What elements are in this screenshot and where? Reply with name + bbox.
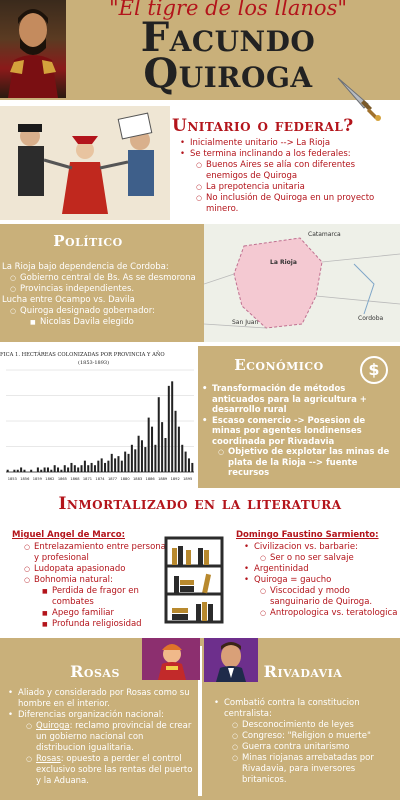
rivadavia-list [214, 698, 396, 786]
list-item: ○ Provincias independientes. [10, 284, 202, 295]
chart-bar [107, 461, 109, 472]
list-item: ■ Profunda religiosidad [42, 619, 170, 630]
chart-bar [60, 470, 62, 472]
chart-bar [104, 463, 106, 472]
economico-title: Económico [234, 356, 324, 374]
chart-bar [77, 467, 79, 472]
chart-bar [54, 465, 56, 472]
left-list [24, 542, 170, 630]
cartoon-image [0, 106, 170, 220]
list-item: ■ Apego familiar [42, 608, 170, 619]
list-item: • Combatió contra la constitucion centralista: ○ Desconocimiento de leyes ○ Congreso: "Religion o muerte" ○ Guerra contra unitarismo ○ Minas riojanas arrebatadas por Rivadavia, para inversores britanicos. [214, 698, 396, 786]
map-label-catamarca: Catamarca [308, 231, 341, 238]
unitario-title: Unitario o federal? [172, 116, 354, 136]
chart-bar [44, 467, 46, 472]
chart-bar [57, 467, 59, 472]
chart-tick-label: 1877 [107, 477, 118, 481]
chart-bar [70, 463, 72, 472]
chart-tick-label: 1883 [133, 477, 143, 481]
chart-tick-label: 1862 [45, 477, 55, 481]
list-item: ○ Minas riojanas arrebatadas por Rivadavia, para inversores britanicos. [232, 753, 396, 786]
list-item: ○ Antropologica vs. teratologica [260, 608, 398, 619]
chart-tick-label: 1859 [32, 477, 42, 481]
list-item: ○ Quiroga: reclamo provincial de crear un gobierno nacional con distribucion igualitaria. [26, 721, 194, 754]
bookshelf-icon [164, 536, 224, 624]
list-item: ○ Ser o no ser salvaje [260, 553, 398, 564]
chart-bar [117, 456, 119, 472]
chart-bar [64, 465, 66, 472]
chart-bar [175, 411, 177, 472]
chart-bar [168, 386, 170, 472]
chart-bar [81, 465, 83, 472]
sword-icon [334, 74, 382, 122]
chart-bar [94, 465, 96, 472]
money-icon: $ [360, 356, 388, 384]
chart-bar [101, 458, 103, 472]
chart-bar [185, 452, 187, 472]
chart-tick-label: 1871 [82, 477, 93, 481]
list-item: ○ Entrelazamiento entre personal y profesional [24, 542, 170, 564]
chart-tick-label: 1880 [120, 477, 130, 481]
chart-bar [13, 470, 15, 472]
chart-tick-label: 1889 [158, 477, 168, 481]
chart-bar [171, 381, 173, 472]
list-item: • Diferencias organización nacional: ○ Quiroga: reclamo provincial de crear un gobierno nacional con distribucion igualitaria. ○ Rosas: opuesto a perder el control exclusivo sobre las rentas del puerto y la Aduana. [8, 710, 194, 787]
list-item: • Argentinidad [244, 564, 398, 575]
list-item: ■ Perdida de fragor en combates [42, 586, 170, 608]
chart-bar [158, 397, 160, 472]
chart-svg [0, 346, 198, 488]
list-item: ○ Rosas: opuesto a perder el control exclusivo sobre las rentas del puerto y la Aduana. [26, 754, 194, 787]
chart-bar [124, 452, 126, 472]
chart-bar [111, 454, 113, 472]
chart-bar [114, 458, 116, 472]
la-rioja-map [204, 224, 400, 342]
unitario-list [180, 138, 396, 215]
right-list [244, 542, 398, 619]
chart-bar [178, 427, 180, 472]
politico-title: Político [53, 232, 123, 250]
chart-bar [23, 470, 25, 472]
chart-bar [148, 418, 150, 472]
chart-bar [97, 461, 99, 472]
economico-list [202, 384, 396, 479]
chart-bar [164, 438, 166, 472]
chart-bar [134, 449, 136, 472]
chart-bar [50, 470, 52, 472]
chart-bar [7, 470, 9, 472]
map-label-cordoba: Cordoba [358, 315, 384, 322]
politico-text: La Rioja bajo dependencia de Cordoba: ○ Gobierno central de Bs. As se desmorona ○ Provincias independientes. Lucha entre Ocampo vs. Davila ○ Quiroga designado gobernador: ■ Nicolas Davila elegido [2, 262, 202, 328]
title-line2: Quiroga [143, 50, 313, 97]
map-label-la-rioja: La Rioja [270, 259, 297, 266]
list-item: ○ Quiroga designado gobernador: ■ Nicolas Davila elegido [10, 306, 202, 328]
chart-bar [67, 467, 69, 472]
list-item: ○ Congreso: "Religion o muerte" [232, 731, 396, 742]
chart-tick-label: 1853 [7, 477, 17, 481]
chart-bar [84, 461, 86, 472]
quiroga-portrait [0, 0, 66, 98]
chart-bar [151, 427, 153, 472]
chart-tick-label: 1886 [145, 477, 155, 481]
map-label-san-juan: San Juan [232, 319, 259, 326]
chart-bar [161, 422, 163, 472]
list-item: • Transformación de métodos anticuados para la agricultura + desarrollo rural [202, 384, 396, 416]
chart-tick-label: 1865 [57, 477, 67, 481]
list-item: • Inicialmente unitario --> La Rioja [180, 138, 396, 149]
chart-subtitle: (1853-1893) [78, 360, 110, 366]
list-item: • Escaso comercio -> Posesion de minas por agentes londinenses coordinada por Rivadavia ○ Objetivo de explotar las minas de plata de la Rioja --> fuente recursos [202, 416, 396, 479]
chart-bar [121, 461, 123, 472]
chart-bar [141, 440, 143, 472]
chart-tick-label: 1895 [183, 477, 193, 481]
list-item: ○ La prepotencia unitaria [196, 182, 396, 193]
chart-bar [144, 447, 146, 472]
title-line1: Facundo [140, 14, 316, 61]
chart-bar [37, 467, 39, 472]
chart-tick-label: 1874 [95, 477, 105, 481]
chart-bar [74, 465, 76, 472]
chart-bar [188, 458, 190, 472]
list-item: ○ Bohnomia natural: ■ Perdida de fragor en combates ■ Apego familiar ■ Profunda religiosidad [24, 575, 170, 630]
list-item: ○ No inclusión de Quiroga en un proyecto minero. [196, 193, 396, 215]
rosas-title: Rosas [70, 662, 120, 681]
list-item: • Quiroga = gaucho ○ Viscocidad y modo sanguinario de Quiroga. ○ Antropologica vs. teratologica [244, 575, 398, 619]
chart-bar [181, 445, 183, 472]
list-item: ○ Desconocimiento de leyes [232, 720, 396, 731]
chart-bar [138, 436, 140, 472]
hectares-chart [0, 346, 198, 488]
list-item: ○ Buenos Aires se alía con diferentes enemigos de Quiroga [196, 160, 396, 182]
chart-bar [131, 445, 133, 472]
chart-tick-label: 1856 [20, 477, 30, 481]
nickname: "El tigre de los llanos" [108, 0, 348, 20]
list-item: • Civilizacion vs. barbarie: ○ Ser o no ser salvaje [244, 542, 398, 564]
chart-bar [128, 454, 130, 472]
chart-title: FICA 1. HECTÁREAS COLONIZADAS POR PROVINCIA Y AÑO [0, 352, 165, 358]
chart-bar [47, 467, 49, 472]
chart-tick-label: 1892 [170, 477, 180, 481]
chart-bar [154, 445, 156, 472]
literatura-title: Inmortalizado en la literatura [58, 494, 342, 514]
list-item: ○ Guerra contra unitarismo [232, 742, 396, 753]
list-item: ○ Viscocidad y modo sanguinario de Quiroga. [260, 586, 398, 608]
chart-bar [40, 470, 42, 472]
list-item: • Se termina inclinando a los federales: ○ Buenos Aires se alía con diferentes enemigos de Quiroga ○ La prepotencia unitaria ○ No inclusión de Quiroga en un proyecto minero. [180, 149, 396, 215]
chart-bar [30, 470, 32, 472]
list-item: ○ Gobierno central de Bs. As se desmorona [10, 273, 202, 284]
list-item: ■ Nicolas Davila elegido [30, 317, 202, 328]
chart-bar [191, 463, 193, 472]
chart-bar [87, 465, 89, 472]
left-author: Miguel Angel de Marco: [12, 530, 125, 540]
chart-bar [91, 463, 93, 472]
rivadavia-title: Rivadavia [263, 662, 343, 681]
list-item: • Aliado y considerado por Rosas como su hombre en el interior. [8, 688, 194, 710]
chart-bar [17, 470, 19, 472]
right-author: Domingo Faustino Sarmiento: [236, 530, 379, 540]
chart-bar [20, 467, 22, 472]
rosas-list [8, 688, 194, 787]
list-item: ○ Objetivo de explotar las minas de plata de la Rioja --> fuente recursos [218, 447, 396, 479]
chart-tick-label: 1868 [70, 477, 80, 481]
list-item: ○ Ludopata apasionado [24, 564, 170, 575]
